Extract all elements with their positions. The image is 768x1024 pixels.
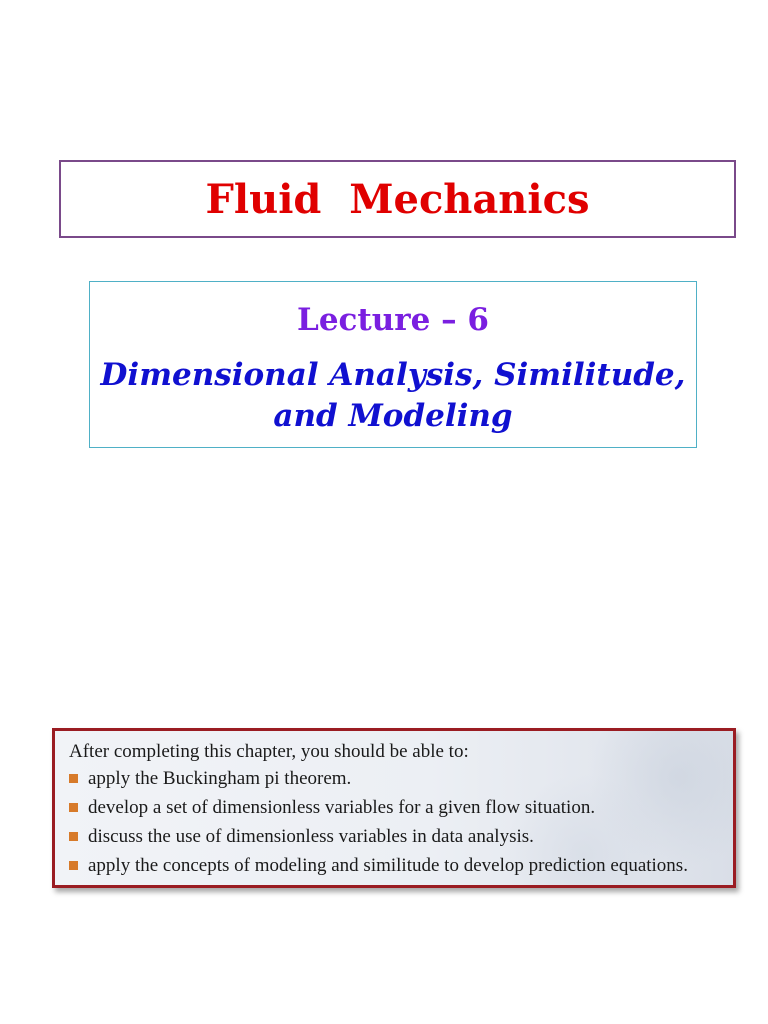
objective-item <box>69 851 721 880</box>
objective-text: apply the concepts of modeling and similitude to develop prediction equations. <box>88 855 688 876</box>
objectives-list <box>69 764 721 880</box>
objective-text: develop a set of dimensionless variables for a given flow situation. <box>88 797 596 818</box>
page-title: Fluid Mechanics <box>205 175 590 223</box>
lecture-box <box>89 281 697 448</box>
objective-item <box>69 793 721 822</box>
objective-text: apply the Buckingham pi theorem. <box>88 768 352 789</box>
lecture-topic-line-2: and Modeling <box>273 398 513 434</box>
objectives-box <box>52 728 736 888</box>
lecture-topic <box>90 355 696 437</box>
square-bullet-icon <box>69 832 78 841</box>
title-box <box>59 160 736 238</box>
objective-item <box>69 764 721 793</box>
objectives-intro: After completing this chapter, you should be able to: <box>69 741 469 762</box>
lecture-number: Lecture – 6 <box>297 302 489 338</box>
square-bullet-icon <box>69 861 78 870</box>
square-bullet-icon <box>69 803 78 812</box>
objective-item <box>69 822 721 851</box>
square-bullet-icon <box>69 774 78 783</box>
objective-text: discuss the use of dimensionless variables in data analysis. <box>88 826 534 847</box>
lecture-topic-line-1: Dimensional Analysis, Similitude, <box>100 357 686 393</box>
